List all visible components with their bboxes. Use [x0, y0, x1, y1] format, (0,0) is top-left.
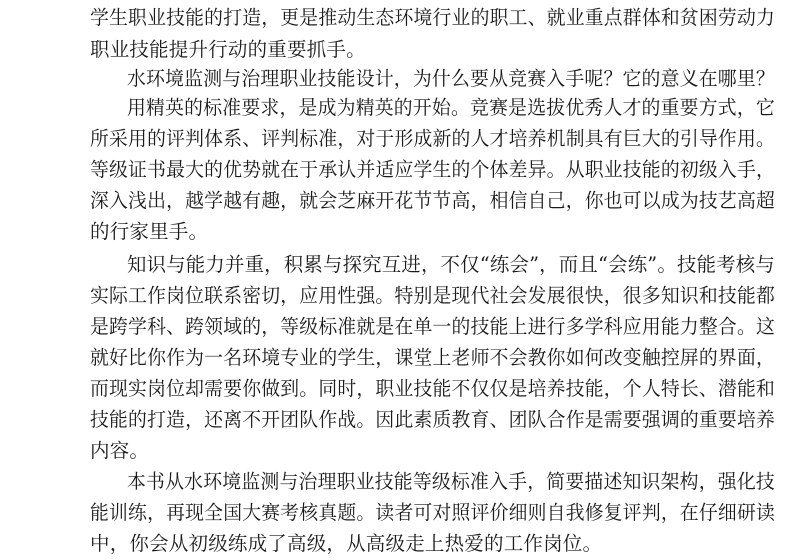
text-line: 深入浅出，越学越有趣，就会芝麻开花节节高，相信自己，你也可以成为技艺高超	[90, 189, 776, 212]
text-line: 实际工作岗位联系密切，应用性强。特别是现代社会发展很快，很多知识和技能都	[90, 284, 776, 307]
text-line: 而现实岗位却需要你做到。同时，职业技能不仅仅是培养技能，个人特长、潜能和	[90, 377, 776, 400]
text-line: 内容。	[90, 439, 150, 462]
text-line: 所采用的评判体系、评判标准，对于形成新的人才培养机制具有巨大的引导作用。	[90, 127, 776, 150]
paragraph-first-line: 用精英的标准要求，是成为精英的开始。竞赛是选拔优秀人才的重要方式，它	[127, 96, 775, 119]
text-line: 中，你会从初级练成了高级，从高级走上热爱的工作岗位。	[90, 532, 603, 555]
text-line: 的行家里手。	[90, 220, 209, 243]
text-line: 职业技能提升行动的重要抓手。	[90, 38, 366, 61]
text-line: 学生职业技能的打造，更是推动生态环境行业的职工、就业重点群体和贫困劳动力	[90, 6, 776, 29]
text-line: 是跨学科、跨领域的，等级标准就是在单一的技能上进行多学科应用能力整合。这	[90, 315, 776, 338]
text-line: 能训练，再现全国大赛考核真题。读者可对照评价细则自我修复评判，在仔细研读	[90, 501, 776, 524]
paragraph-first-line: 水环境监测与治理职业技能设计，为什么要从竞赛入手呢？它的意义在哪里？	[127, 67, 775, 90]
text-line: 技能的打造，还离不开团队作战。因此素质教育、团队合作是需要强调的重要培养	[90, 408, 776, 431]
text-line: 等级证书最大的优势就在于承认并适应学生的个体差异。从职业技能的初级入手，	[90, 158, 776, 181]
text-line: 就好比你作为一名环境专业的学生，课堂上老师不会教你如何改变触控屏的界面，	[90, 346, 776, 369]
paragraph-first-line: 本书从水环境监测与治理职业技能等级标准入手，简要描述知识架构，强化技	[127, 470, 775, 493]
paragraph-first-line: 知识与能力并重，积累与探究互进，不仅“练会”，而且“会练”。技能考核与	[127, 253, 776, 276]
